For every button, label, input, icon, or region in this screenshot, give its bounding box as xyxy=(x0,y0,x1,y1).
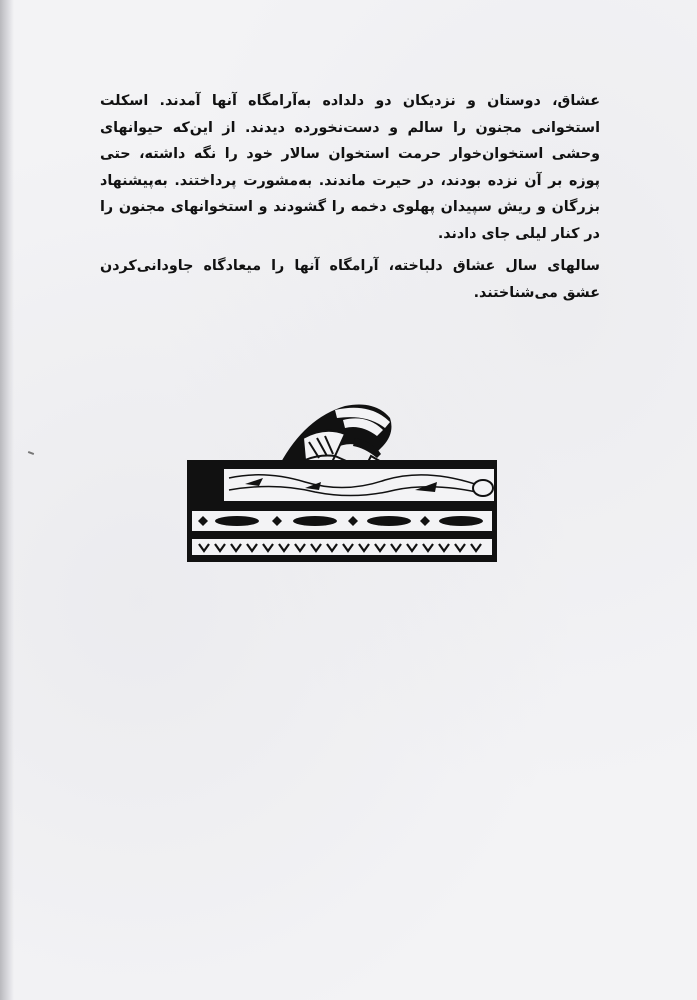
ink-speck xyxy=(28,451,34,455)
tomb-mourner-woodcut-icon xyxy=(185,398,499,564)
shroud-panel xyxy=(223,468,495,502)
body-text xyxy=(100,88,600,312)
page-edge-shadow xyxy=(0,0,14,1000)
paragraph-1: عشاق، دوستان و نزدیکان دو دلداده به‌آرامگاه آنها آمدند. اسکلت استخوانی مجنون را سالم و دست‌نخورده دیدند. از این‌که حیوانهای وحشی استخوان‌خوار حرمت استخوان سالار خود را نگه داشته، حتی پوزه بر آن نزده بودند، در حیرت ماندند. به‌مشورت پرداختند. به‌پیشنهاد بزرگان و ریش سپیدان پهلوی دخمه را گشودند و استخوانهای مجنون را در کنار لیلی جای دادند. xyxy=(100,93,600,242)
paragraph-2: سالهای سال عشاق دلباخته، آرامگاه آنها را میعادگاه جاودانی‌کردن عشق می‌شناختند. xyxy=(100,258,600,301)
